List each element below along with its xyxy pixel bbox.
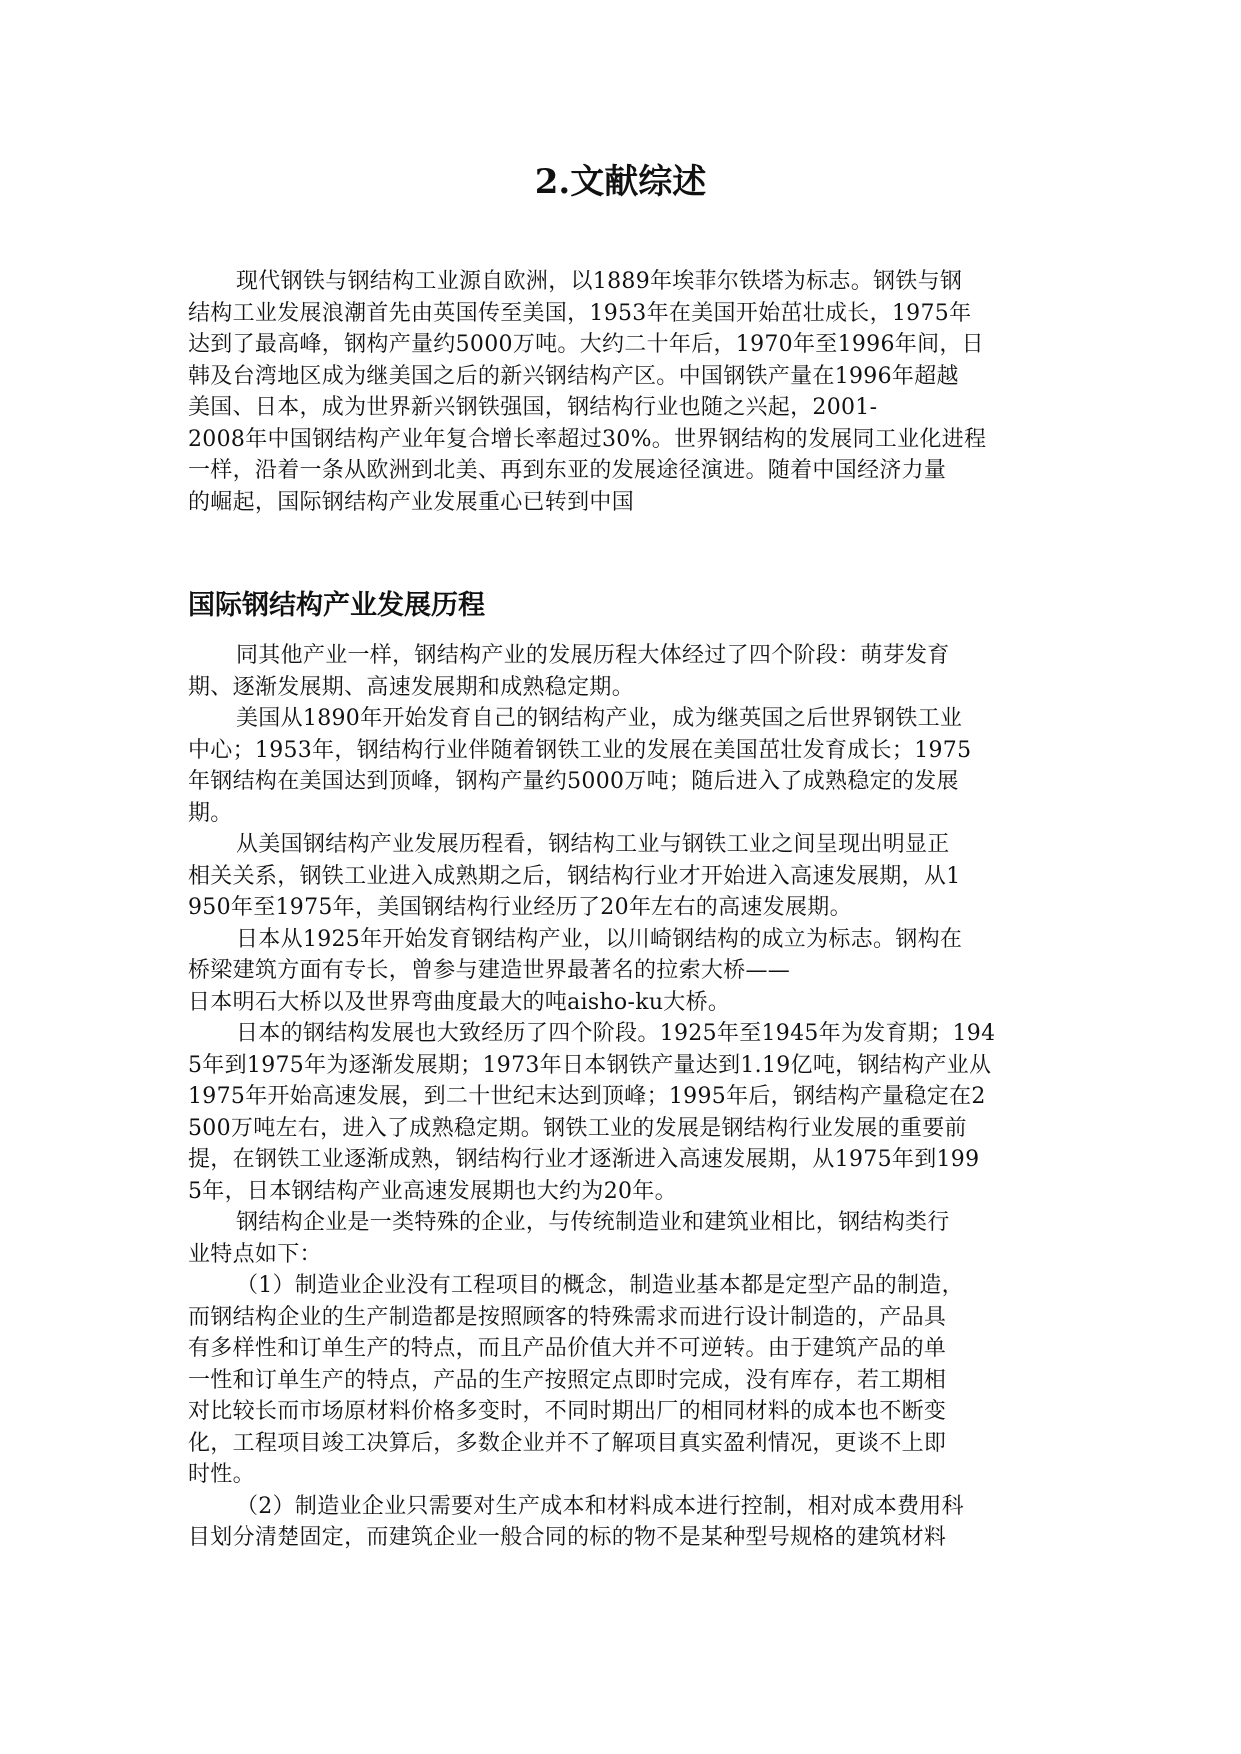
intro-line: 一样，沿着一条从欧洲到北美、再到东亚的发展途径演进。随着中国经济力量 xyxy=(188,458,947,483)
intro-line: 韩及台湾地区成为继美国之后的新兴钢结构产区。中国钢铁产量在1996年超越 xyxy=(188,363,959,389)
intro-line: 结构工业发展浪潮首先由英国传至美国，1953年在美国开始茁壮成长，1975年 xyxy=(188,300,972,326)
section-heading: 国际钢结构产业发展历程 xyxy=(188,590,485,621)
section-line: 年钢结构在美国达到顶峰，钢构产量约5000万吨；随后进入了成熟稳定的发展 xyxy=(188,769,959,794)
intro-line: 美国、日本，成为世界新兴钢铁强国，钢结构行业也随之兴起，2001- xyxy=(188,395,878,420)
section-line: 5年，日本钢结构产业高速发展期也大约为20年。 xyxy=(188,1178,677,1204)
section-line: 桥梁建筑方面有专长，曾参与建造世界最著名的拉索大桥—— xyxy=(188,958,791,983)
intro-line: 达到了最高峰，钢构产量约5000万吨。大约二十年后，1970年至1996年间，日 xyxy=(188,332,984,357)
section-line: （2）制造业企业只需要对生产成本和材料成本进行控制，相对成本费用科 xyxy=(236,1493,964,1519)
section-line: 美国从1890年开始发育自己的钢结构产业，成为继英国之后世界钢铁工业 xyxy=(236,706,963,731)
section-line: 5年到1975年为逐渐发展期；1973年日本钢铁产量达到1.19亿吨，钢结构产业从 xyxy=(188,1052,992,1078)
intro-line: 2008年中国钢结构产业年复合增长率超过30%。世界钢结构的发展同工业化进程 xyxy=(188,426,987,452)
section-line: 钢结构企业是一类特殊的企业，与传统制造业和建筑业相比，钢结构类行 xyxy=(236,1210,950,1235)
section-line: 日本从1925年开始发育钢结构产业，以川崎钢结构的成立为标志。钢构在 xyxy=(236,926,963,952)
section-line: 从美国钢结构产业发展历程看，钢结构工业与钢铁工业之间呈现出明显正 xyxy=(236,832,950,857)
section-line: 业特点如下： xyxy=(188,1241,322,1267)
section-line: 1975年开始高速发展，到二十世纪末达到顶峰；1995年后，钢结构产量稳定在2 xyxy=(188,1084,986,1109)
section-line: 有多样性和订单生产的特点，而且产品价值大并不可逆转。由于建筑产品的单 xyxy=(188,1336,947,1361)
section-line: 950年至1975年，美国钢结构行业经历了20年左右的高速发展期。 xyxy=(188,895,852,920)
section-line: 化，工程项目竣工决算后，多数企业并不了解项目真实盈利情况，更谈不上即 xyxy=(188,1430,947,1456)
section-line: 中心；1953年，钢结构行业伴随着钢铁工业的发展在美国茁壮发育成长；1975 xyxy=(188,737,972,763)
section-line: 目划分清楚固定，而建筑企业一般合同的标的物不是某种型号规格的建筑材料 xyxy=(188,1525,947,1550)
section-line: （1）制造业企业没有工程项目的概念，制造业基本都是定型产品的制造， xyxy=(236,1273,964,1298)
section-line: 一性和订单生产的特点，产品的生产按照定点即时完成，没有库存，若工期相 xyxy=(188,1367,947,1393)
section-line: 日本明石大桥以及世界弯曲度最大的吨aisho-ku大桥。 xyxy=(188,989,731,1015)
intro-line: 现代钢铁与钢结构工业源自欧洲，以1889年埃菲尔铁塔为标志。钢铁与钢 xyxy=(236,269,963,294)
section-line: 时性。 xyxy=(188,1462,255,1487)
intro-line: 的崛起，国际钢结构产业发展重心已转到中国 xyxy=(188,489,635,515)
section-line: 相关关系，钢铁工业进入成熟期之后，钢结构行业才开始进入高速发展期，从1 xyxy=(188,863,961,889)
section-line: 对比较长而市场原材料价格多变时，不同时期出厂的相同材料的成本也不断变 xyxy=(188,1399,947,1424)
intro-paragraph xyxy=(188,266,1052,518)
section-line: 期、逐渐发展期、高速发展期和成熟稳定期。 xyxy=(188,674,635,700)
section-line: 期。 xyxy=(188,800,233,826)
section-body xyxy=(188,640,1052,1554)
page-title: 2.文献综述 xyxy=(534,162,707,202)
section-line: 而钢结构企业的生产制造都是按照顾客的特殊需求而进行设计制造的，产品具 xyxy=(188,1304,947,1330)
section-line: 500万吨左右，进入了成熟稳定期。钢铁工业的发展是钢结构行业发展的重要前 xyxy=(188,1115,967,1141)
section-line: 同其他产业一样，钢结构产业的发展历程大体经过了四个阶段：萌芽发育 xyxy=(236,643,950,668)
section-line: 提，在钢铁工业逐渐成熟，钢结构行业才逐渐进入高速发展期，从1975年到199 xyxy=(188,1147,980,1172)
section-line: 日本的钢结构发展也大致经历了四个阶段。1925年至1945年为发育期；194 xyxy=(236,1021,996,1046)
